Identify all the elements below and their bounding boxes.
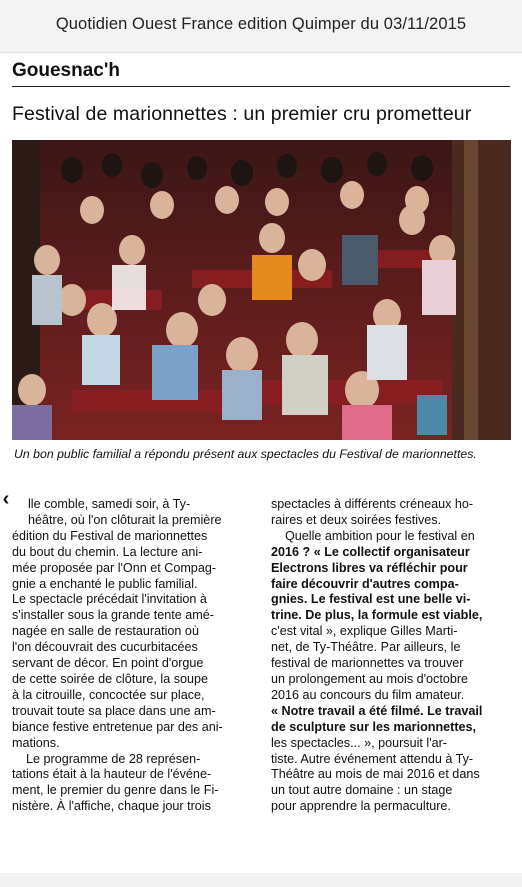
text-line: Le spectacle précédait l'invitation à [12, 592, 207, 607]
article-locality: Gouesnac'h [12, 60, 120, 81]
text-line: Théâtre au mois de mai 2016 et dans [271, 767, 480, 782]
footer-bar [0, 873, 522, 887]
text-line: de cette soirée de clôture, la soupe [12, 671, 209, 686]
text-line: nagée en salle de restauration où [12, 624, 199, 639]
text-line: « Notre travail a été filmé. Le travail [271, 703, 483, 718]
text-line: trine. De plus, la formule est viable, [271, 608, 483, 623]
text-line: un tout autre domaine : un stage [271, 783, 453, 798]
text-line: net, de Ty-Théâtre. Par ailleurs, le [271, 640, 461, 655]
page-title: Quotidien Ouest France edition Quimper du 03/11/2015 [55, 15, 467, 33]
text-line: l'on découvrait des cucurbitacées [12, 640, 198, 655]
text-line: Quelle ambition pour le festival en [285, 528, 475, 543]
section-rule [12, 86, 510, 87]
text-line: à la citrouille, concoctée sur place, [12, 687, 205, 702]
text-line: s'installer sous la grande tente amé- [12, 608, 214, 623]
article-photo [12, 140, 511, 440]
text-line: un prolongement au mois d'octobre [271, 671, 469, 686]
text-line: 2016 au concours du film amateur. [271, 687, 465, 702]
article-column-right [271, 497, 513, 815]
text-line: c'est vital », explique Gilles Marti- [271, 624, 458, 639]
text-line: mations. [12, 735, 60, 750]
text-line: 2016 ? « Le collectif organisateur [271, 544, 470, 559]
text-line: faire découvrir d'autres compa- [271, 576, 459, 591]
text-line: de sculpture sur les marionnettes, [271, 719, 477, 734]
text-line: ment, le premier du genre dans le Fi- [12, 783, 219, 798]
text-line: spectacles à différents créneaux ho- [271, 497, 474, 511]
chevron-left-icon[interactable]: ‹ [2, 487, 10, 510]
text-line: biance festive entretenue par des ani- [12, 719, 223, 734]
article-headline: Festival de marionnettes : un premier cru prometteur [12, 103, 472, 125]
text-line: Electrons libres va réfléchir pour [271, 560, 468, 575]
text-line: servant de décor. En point d'orgue [12, 656, 204, 671]
text-line: les spectacles... », poursuit l'ar- [271, 735, 447, 750]
text-line: lle comble, samedi soir, à Ty- [28, 497, 191, 511]
text-line: tations était à la hauteur de l'événe- [12, 767, 212, 782]
text-line: gnie a enchanté le public familial. [12, 576, 198, 591]
text-line: festival de marionnettes va trouver [271, 656, 464, 671]
text-line: gnies. Le festival est une belle vi- [271, 592, 471, 607]
text-line: pour apprendre la permaculture. [271, 799, 451, 814]
text-line: raires et deux soirées festives. [271, 512, 442, 527]
photo-caption: Un bon public familial a répondu présent aux spectacles du Festival de marionnettes. [14, 447, 477, 461]
text-line: héâtre, où l'on clôturait la première [28, 512, 222, 527]
text-line: édition du Festival de marionnettes [12, 528, 208, 543]
text-line: trouvait toute sa place dans une am- [12, 703, 216, 718]
header-bar [0, 0, 522, 53]
text-line: du bout du chemin. La lecture ani- [12, 544, 203, 559]
text-line: tiste. Autre événement attendu à Ty- [271, 751, 474, 766]
text-line: nistère. À l'affiche, chaque jour trois [12, 799, 211, 814]
text-line: mée proposée par l'Onn et Compag- [12, 560, 217, 575]
article-column-left [12, 497, 254, 815]
text-line: Le programme de 28 représen- [26, 751, 201, 766]
